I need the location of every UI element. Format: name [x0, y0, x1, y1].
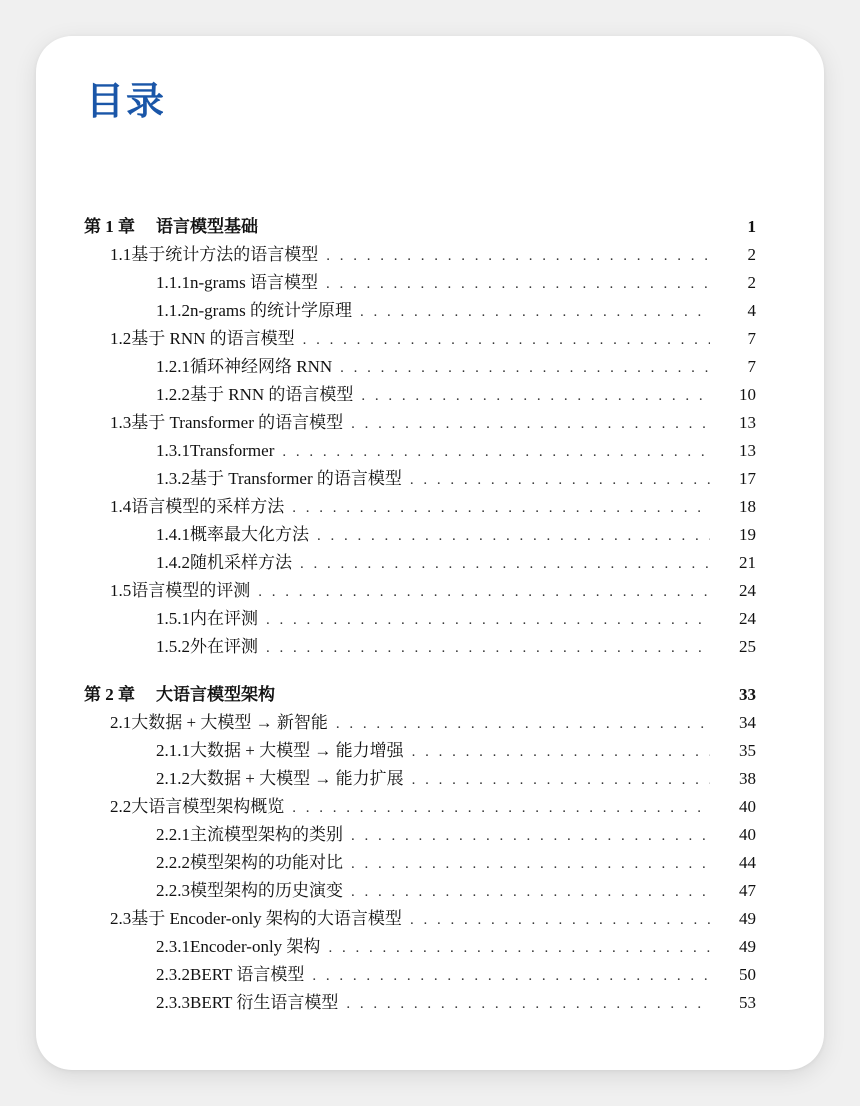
toc-sub-entry[interactable]	[156, 880, 756, 902]
dot-leader	[326, 245, 710, 267]
dot-leader	[266, 637, 710, 659]
toc-entry-page: 10	[739, 385, 756, 404]
toc-entry-label: 基于 Transformer 的语言模型	[131, 413, 344, 432]
dot-leader	[300, 553, 710, 575]
dot-leader	[351, 881, 710, 903]
toc-entry-number: 2.3.1	[156, 937, 190, 956]
toc-entry-number: 1.4	[110, 497, 132, 516]
toc-section-entry[interactable]	[110, 496, 756, 518]
toc-section-entry[interactable]	[110, 328, 756, 350]
toc-title: 目录	[86, 79, 167, 123]
toc-entry-number: 1.1.1	[156, 273, 190, 292]
toc-entry-number: 1.5.1	[156, 609, 190, 628]
toc-sub-entry[interactable]	[156, 300, 756, 322]
toc-entry-number: 第 1 章	[84, 217, 135, 236]
toc-entry-label: 基于 RNN 的语言模型	[190, 385, 354, 404]
toc-entry-page: 49	[739, 909, 756, 928]
document-page	[36, 36, 824, 1070]
toc-sub-entry[interactable]	[156, 824, 756, 846]
toc-entry-page: 1	[747, 217, 756, 236]
toc-section-entry[interactable]	[110, 796, 756, 818]
toc-sub-entry[interactable]	[156, 356, 756, 378]
toc-entry-label: 外在评测	[190, 637, 258, 656]
toc-entry-label: n-grams 语言模型	[190, 273, 318, 292]
toc-entry-label: 随机采样方法	[190, 553, 292, 572]
toc-entry-number: 1.2.1	[156, 357, 190, 376]
toc-entry-page: 35	[739, 741, 756, 760]
dot-leader	[328, 937, 710, 959]
toc-entry-label: 大数据 + 大模型 → 新智能	[131, 713, 328, 732]
toc-sub-entry[interactable]	[156, 524, 756, 546]
toc-entry-number: 1.1	[110, 245, 132, 264]
toc-entry-label: 大语言模型架构概览	[131, 797, 285, 816]
table-of-contents	[36, 36, 824, 1070]
dot-leader	[346, 993, 710, 1015]
dot-leader	[412, 769, 710, 791]
toc-sub-entry[interactable]	[156, 768, 756, 790]
toc-entry-number: 2.2.2	[156, 853, 190, 872]
toc-entry-label: 基于 Encoder-only 架构的大语言模型	[131, 909, 402, 928]
toc-entry-page: 44	[739, 853, 756, 872]
dot-leader	[292, 797, 710, 819]
toc-section-entry[interactable]	[110, 580, 756, 602]
toc-section-entry[interactable]	[110, 908, 756, 930]
toc-sub-entry[interactable]	[156, 992, 756, 1014]
toc-entry-label: BERT 衍生语言模型	[190, 993, 339, 1012]
toc-entry-page: 13	[739, 441, 756, 460]
toc-chapter-entry[interactable]	[84, 216, 756, 238]
toc-entry-number: 2.2	[110, 797, 132, 816]
toc-entry-number: 1.3.1	[156, 441, 190, 460]
toc-entry-label: 大数据 + 大模型 → 能力扩展	[190, 769, 404, 788]
toc-entry-page: 7	[747, 357, 756, 376]
toc-entry-page: 19	[739, 525, 756, 544]
dot-leader	[266, 609, 710, 631]
toc-entry-number: 2.3.3	[156, 993, 190, 1012]
toc-entry-page: 2	[747, 245, 756, 264]
toc-entry-number: 2.1.1	[156, 741, 190, 760]
toc-entry-label: BERT 语言模型	[190, 965, 305, 984]
toc-sub-entry[interactable]	[156, 740, 756, 762]
dot-leader	[410, 469, 710, 491]
toc-sub-entry[interactable]	[156, 852, 756, 874]
toc-entry-page: 2	[747, 273, 756, 292]
dot-leader	[292, 497, 710, 519]
toc-entry-page: 4	[747, 301, 756, 320]
toc-sub-entry[interactable]	[156, 552, 756, 574]
toc-entry-page: 25	[739, 637, 756, 656]
toc-sub-entry[interactable]	[156, 936, 756, 958]
toc-entry-number: 2.1.2	[156, 769, 190, 788]
dot-leader	[340, 357, 710, 379]
toc-entry-number: 1.4.2	[156, 553, 190, 572]
toc-entry-number: 1.3.2	[156, 469, 190, 488]
toc-entry-page: 24	[739, 609, 756, 628]
toc-entry-page: 34	[739, 713, 756, 732]
dot-leader	[282, 441, 710, 463]
dot-leader	[351, 853, 710, 875]
toc-entry-page: 7	[747, 329, 756, 348]
dot-leader	[360, 301, 710, 323]
toc-section-entry[interactable]	[110, 244, 756, 266]
toc-chapter-entry[interactable]	[84, 684, 756, 706]
toc-entry-number: 1.3	[110, 413, 132, 432]
dot-leader	[410, 909, 710, 931]
toc-entry-number: 1.2	[110, 329, 132, 348]
toc-entry-label: 循环神经网络 RNN	[190, 357, 333, 376]
toc-entry-number: 2.3	[110, 909, 132, 928]
toc-sub-entry[interactable]	[156, 608, 756, 630]
toc-entry-label: 语言模型的采样方法	[131, 497, 285, 516]
toc-entry-page: 18	[739, 497, 756, 516]
dot-leader	[303, 329, 710, 351]
toc-entry-page: 53	[739, 993, 756, 1012]
dot-leader	[317, 525, 710, 547]
dot-leader	[351, 413, 710, 435]
toc-sub-entry[interactable]	[156, 384, 756, 406]
toc-entry-label: 语言模型基础	[156, 217, 258, 236]
toc-entry-page: 33	[739, 685, 756, 704]
toc-entry-page: 21	[739, 553, 756, 572]
toc-entry-number: 第 2 章	[84, 685, 135, 704]
toc-sub-entry[interactable]	[156, 440, 756, 462]
toc-sub-entry[interactable]	[156, 636, 756, 658]
toc-sub-entry[interactable]	[156, 468, 756, 490]
dot-leader	[336, 713, 710, 735]
toc-entry-label: 大语言模型架构	[156, 685, 275, 704]
toc-entry-label: 概率最大化方法	[190, 525, 309, 544]
toc-entry-page: 38	[739, 769, 756, 788]
toc-entry-label: n-grams 的统计学原理	[190, 301, 352, 320]
toc-entry-page: 40	[739, 825, 756, 844]
toc-entry-number: 1.5	[110, 581, 132, 600]
toc-entry-label: 基于 RNN 的语言模型	[131, 329, 295, 348]
toc-entry-page: 47	[739, 881, 756, 900]
toc-entry-number: 1.1.2	[156, 301, 190, 320]
toc-entry-number: 1.2.2	[156, 385, 190, 404]
toc-sub-entry[interactable]	[156, 272, 756, 294]
dot-leader	[258, 581, 710, 603]
toc-entry-number: 2.3.2	[156, 965, 190, 984]
dot-leader	[412, 741, 710, 763]
toc-entry-number: 2.1	[110, 713, 132, 732]
dot-leader	[351, 825, 710, 847]
toc-entry-label: Transformer	[190, 441, 275, 460]
toc-section-entry[interactable]	[110, 712, 756, 734]
toc-entry-number: 2.2.3	[156, 881, 190, 900]
toc-entry-label: 内在评测	[190, 609, 258, 628]
toc-sub-entry[interactable]	[156, 964, 756, 986]
dot-leader	[312, 965, 710, 987]
toc-entry-page: 50	[739, 965, 756, 984]
toc-entry-number: 2.2.1	[156, 825, 190, 844]
toc-section-entry[interactable]	[110, 412, 756, 434]
dot-leader	[326, 273, 710, 295]
toc-entry-page: 40	[739, 797, 756, 816]
toc-entry-label: 大数据 + 大模型 → 能力增强	[190, 741, 404, 760]
toc-entry-page: 24	[739, 581, 756, 600]
toc-entry-label: 模型架构的功能对比	[190, 853, 343, 872]
toc-entry-page: 49	[739, 937, 756, 956]
toc-entry-number: 1.4.1	[156, 525, 190, 544]
toc-entry-number: 1.5.2	[156, 637, 190, 656]
toc-entry-label: 基于统计方法的语言模型	[131, 245, 319, 264]
toc-entry-label: 模型架构的历史演变	[190, 881, 343, 900]
toc-entry-label: 基于 Transformer 的语言模型	[190, 469, 402, 488]
toc-entry-page: 13	[739, 413, 756, 432]
toc-entry-page: 17	[739, 469, 756, 488]
toc-entry-label: Encoder-only 架构	[190, 937, 321, 956]
toc-entry-label: 语言模型的评测	[131, 581, 251, 600]
toc-entry-label: 主流模型架构的类别	[190, 825, 343, 844]
dot-leader	[361, 385, 710, 407]
